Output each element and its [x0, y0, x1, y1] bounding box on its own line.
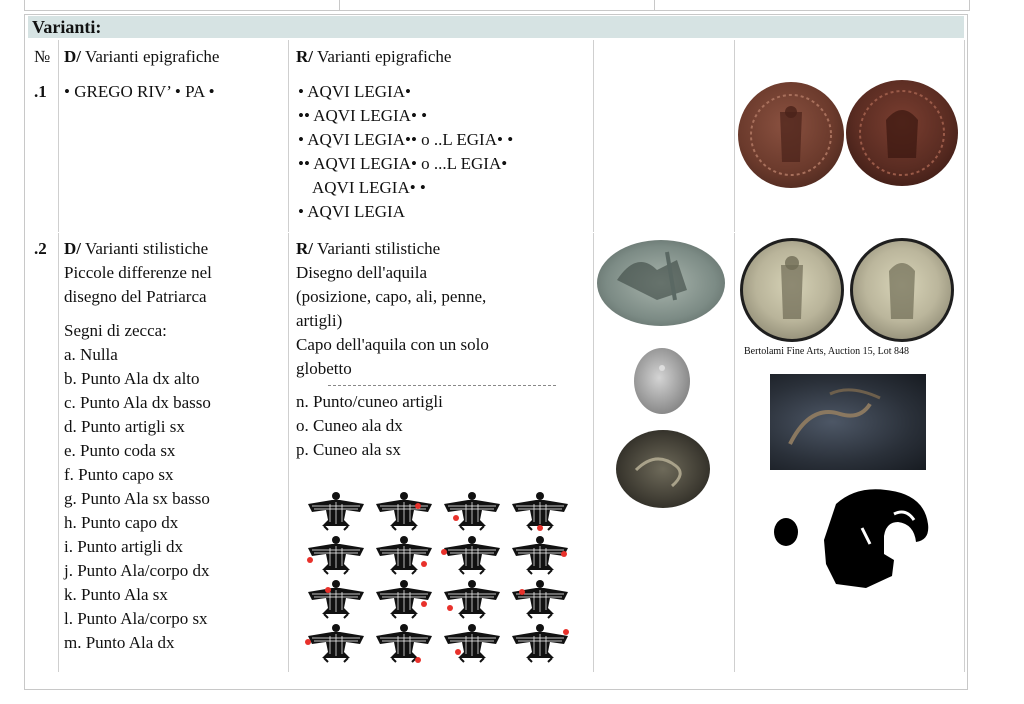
list-item: n. Punto/cuneo artigli — [296, 392, 443, 411]
list-item: l. Punto Ala/corpo sx — [64, 609, 208, 628]
obverse-legend: • GREGO RIV’ • PA • — [64, 82, 215, 101]
mint-mark-dot — [537, 525, 543, 531]
legend-line: AQVI LEGIA• • — [312, 178, 426, 197]
eagle-variant — [444, 580, 500, 618]
eagle-head-silhouette — [766, 484, 936, 594]
column-divider — [58, 40, 59, 672]
detail-photo-dot — [634, 348, 690, 414]
eagle-variants-grid — [300, 488, 580, 666]
row-number: .2 — [34, 239, 47, 258]
list-item: e. Punto coda sx — [64, 441, 176, 460]
legend-line: • AQVI LEGIA• — [298, 82, 411, 101]
marks-title: Segni di zecca: — [64, 321, 167, 340]
column-divider — [734, 40, 735, 672]
coin-obverse-photo — [738, 82, 844, 188]
mint-mark-dot — [305, 639, 311, 645]
desc-line: (posizione, capo, ali, penne, — [296, 287, 487, 306]
list-item: b. Punto Ala dx alto — [64, 369, 200, 388]
reverse-stylistic: R/ Varianti stilistiche Disegno dell'aquila (posizione, capo, ali, penne, artigli) Capo dell'aquila con un solo globetto n. Punto/cuneo artigli o. Cuneo ala dx p. Cuneo ala sx — [296, 237, 556, 462]
section-title: Varianti: — [28, 16, 964, 38]
eagle-variant — [376, 580, 432, 618]
mint-mark-dot — [421, 601, 427, 607]
mint-mark-dot — [453, 515, 459, 521]
col-header-obverse: D/ Varianti epigrafiche — [64, 47, 220, 66]
coin-reverse-photo — [850, 238, 954, 342]
desc-line: Disegno dell'aquila — [296, 263, 428, 282]
mint-mark-dot — [563, 629, 569, 635]
dashed-divider — [328, 385, 556, 386]
eagle-variant — [305, 624, 364, 662]
mint-mark-dot — [421, 561, 427, 567]
mint-marks-list — [64, 343, 212, 655]
list-item: c. Punto Ala dx basso — [64, 393, 211, 412]
list-item: f. Punto capo sx — [64, 465, 174, 484]
eagle-variant — [512, 624, 569, 662]
eagle-variant — [376, 492, 432, 530]
eagle-variant — [307, 536, 364, 574]
column-divider — [964, 40, 965, 672]
photo-credit: Bertolami Fine Arts, Auction 15, Lot 848 — [744, 346, 909, 357]
mint-mark-dot — [561, 551, 567, 557]
desc-line: globetto — [296, 359, 352, 378]
mint-mark-dot — [447, 605, 453, 611]
list-item: g. Punto Ala sx basso — [64, 489, 210, 508]
list-item: j. Punto Ala/corpo dx — [64, 561, 210, 580]
col-header-num: № — [34, 47, 51, 66]
eagle-variant — [376, 624, 432, 663]
eagle-variant — [308, 580, 364, 618]
list-item: d. Punto artigli sx — [64, 417, 185, 436]
coin-obverse-photo — [740, 238, 844, 342]
list-item: o. Cuneo ala dx — [296, 416, 403, 435]
list-item: p. Cuneo ala sx — [296, 440, 401, 459]
eagle-variant — [308, 492, 364, 530]
desc-line: Piccole differenze nel — [64, 263, 212, 282]
eagle-variant — [444, 624, 500, 662]
eagle-variant — [512, 536, 568, 574]
detail-photo-head — [770, 374, 926, 470]
list-item: h. Punto capo dx — [64, 513, 179, 532]
column-divider — [593, 40, 594, 672]
legend-line: • AQVI LEGIA•• o ..L EGIA• • — [298, 130, 514, 149]
list-item: i. Punto artigli dx — [64, 537, 183, 556]
eagle-variant — [512, 580, 568, 618]
coin-reverse-photo — [846, 80, 958, 186]
eagle-variant — [376, 536, 432, 574]
list-item: k. Punto Ala sx — [64, 585, 168, 604]
legend-line: • AQVI LEGIA — [298, 202, 405, 221]
obverse-stylistic: D/ Varianti stilistiche Piccole differenze nel disegno del Patriarca Segni di zecca: a. Nulla b. Punto Ala dx alto c. Punto Ala dx basso d. Punto artigli sx e. Punto coda sx f. Punto capo sx g. Punto Ala sx basso h. Punto capo dx i. Punto artigli dx j. Punto Ala/corpo dx k. Punto Ala sx l. Punto Ala/corpo sx m. Punto Ala dx — [64, 237, 212, 655]
eagle-variant — [444, 492, 500, 530]
mint-mark-dot — [307, 557, 313, 563]
list-item: m. Punto Ala dx — [64, 633, 175, 652]
previous-table-edge — [24, 0, 970, 11]
eagle-variant — [512, 492, 568, 531]
col-header-reverse: R/ Varianti epigrafiche — [296, 47, 452, 66]
eagle-variant — [441, 536, 500, 574]
mint-mark-dot — [455, 649, 461, 655]
reverse-legend-list — [298, 80, 513, 224]
mint-mark-dot — [415, 503, 421, 509]
desc-line: Capo dell'aquila con un solo — [296, 335, 489, 354]
row-number: .1 — [34, 82, 47, 101]
detail-photo-wing — [616, 430, 710, 508]
mint-mark-dot — [415, 657, 421, 663]
desc-line: artigli) — [296, 311, 343, 330]
mint-mark-dot — [519, 589, 525, 595]
legend-line: •• AQVI LEGIA• • — [298, 106, 428, 125]
desc-line: disegno del Patriarca — [64, 287, 207, 306]
mint-mark-dot — [441, 549, 447, 555]
mint-mark-dot — [325, 587, 331, 593]
legend-line: •• AQVI LEGIA• o ...L EGIA• — [298, 154, 508, 173]
column-divider — [288, 40, 289, 672]
list-item: a. Nulla — [64, 345, 118, 364]
detail-photo-eagle — [597, 240, 725, 326]
